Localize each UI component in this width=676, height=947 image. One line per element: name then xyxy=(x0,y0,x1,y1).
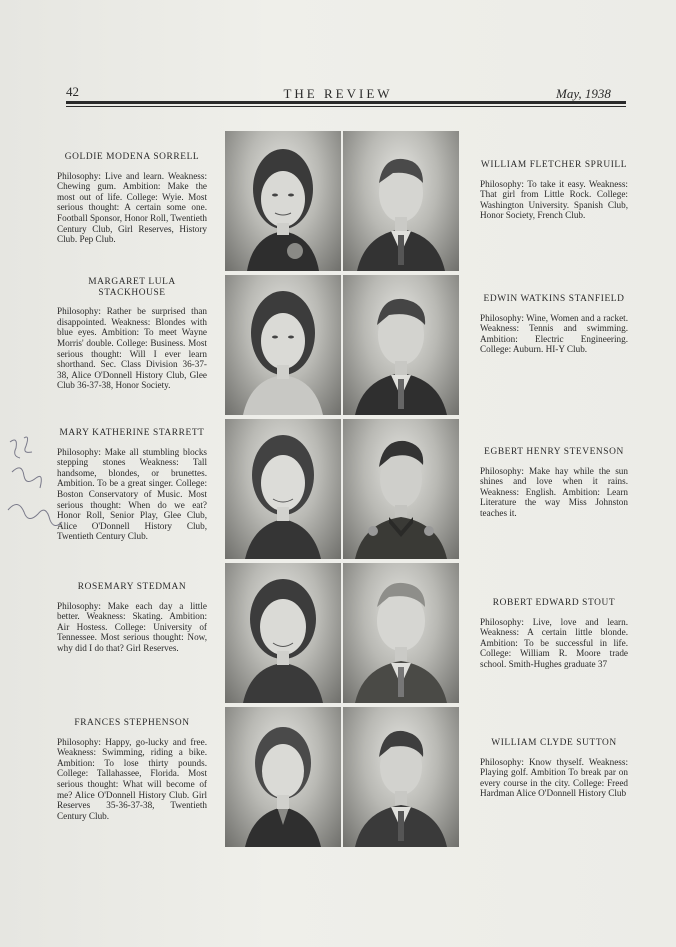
student-bio: Philosophy: Wine, Women and a racket. Weakness: Tennis and swimming. Ambition: Electric Engineering. College: Auburn. HI-Y Club. xyxy=(480,312,628,355)
student-bio: Philosophy: Live, love and learn. Weakness: A certain little blonde. Ambition: To be successful in life. College: William R. Moore trade school. Smith-Hughes graduate 37 xyxy=(480,616,628,669)
portrait-photo-stanfield xyxy=(343,275,459,415)
student-entry-stedman xyxy=(57,582,207,654)
student-bio: Philosophy: To take it easy. Weakness: That girl from Little Rock. College: Washington University. Spanish Club, Honor Society, French Club. xyxy=(480,178,628,221)
student-bio: Philosophy: Live and learn. Weakness: Chewing gum. Ambition: Make the most out of life. College: Wyie. Most serious thought: A certain some one. Football Sponsor, Honor Roll, Twentieth Century Club, Girl Reserves, History Club. Pep Club. xyxy=(57,170,207,245)
student-bio: Philosophy: Make each day a little better. Weakness: Skating. Ambition: Air Hostess. College: University of Tennessee. Most serious thought: Now, why did I do that? Girl Reserves. xyxy=(57,600,207,653)
publication-title: THE REVIEW xyxy=(283,86,393,101)
student-name: ROSEMARY STEDMAN xyxy=(77,582,187,592)
student-name: MARY KATHERINE STARRETT xyxy=(59,428,205,438)
student-bio: Philosophy: Make hay while the sun shines and love when it rains. Weakness: English. Ambition: Learn Literature the way Miss Johnston teaches it. xyxy=(480,465,628,518)
portrait-photo-spruill xyxy=(343,131,459,271)
student-entry-stanfield xyxy=(480,294,628,355)
portrait-photo-stout xyxy=(343,563,459,703)
student-name: EDWIN WATKINS STANFIELD xyxy=(483,294,625,304)
student-entry-stout xyxy=(480,598,628,670)
student-entry-sutton xyxy=(480,738,628,799)
student-name: FRANCES STEPHENSON xyxy=(74,718,190,728)
student-entry-sorrell xyxy=(57,152,207,245)
student-name: EGBERT HENRY STEVENSON xyxy=(484,447,624,457)
student-bio: Philosophy: Know thyself. Weakness: Playing golf. Ambition To break par on every course in the city. College: Freed Hardman Alice O'Donnell History Club xyxy=(480,756,628,799)
student-entry-spruill xyxy=(480,160,628,221)
portrait-photo-starrett xyxy=(225,419,341,559)
student-name: WILLIAM CLYDE SUTTON xyxy=(491,738,617,748)
student-bio: Philosophy: Happy, go-lucky and free. Weakness: Swimming, riding a bike. Ambition: To lose thirty pounds. College: Tallahassee, Florida. Most serious thought: What will become of me? Alice O'Donnell History Club. Girl Reserves 35-36-37-38, Twentieth Century Club. xyxy=(57,736,207,821)
portrait-photo-stevenson xyxy=(343,419,459,559)
issue-date: May, 1938 xyxy=(556,86,611,101)
portrait-photo-sorrell xyxy=(225,131,341,271)
student-entry-stephenson xyxy=(57,718,207,821)
student-entry-stevenson xyxy=(480,447,628,519)
portrait-photo-stackhouse xyxy=(225,275,341,415)
portrait-photo-stephenson xyxy=(225,707,341,847)
student-entry-starrett xyxy=(57,428,207,542)
header-rule-thin xyxy=(66,106,626,107)
student-name: WILLIAM FLETCHER SPRUILL xyxy=(480,160,628,170)
header-rule-thick xyxy=(66,101,626,104)
student-bio: Philosophy: Make all stumbling blocks stepping stones Weakness: Tall handsome, blondes, or brunettes. Ambition. To be a great singer. College: Boston Conservatory of Music. Most serious thought: When do we eat? Honor Roll, Senior Play, Glee Club, Alice O'Donnell History Club, Twentieth Century Club. xyxy=(57,446,207,542)
student-name: ROBERT EDWARD STOUT xyxy=(492,598,616,608)
page-number: 42 xyxy=(66,84,79,99)
portrait-photo-stedman xyxy=(225,563,341,703)
portrait-photo-sutton xyxy=(343,707,459,847)
student-name: GOLDIE MODENA SORRELL xyxy=(64,152,200,162)
student-name: MARGARET LULA STACKHOUSE xyxy=(88,277,176,298)
handwritten-margin-note xyxy=(4,432,64,542)
student-bio: Philosophy: Rather be surprised than disappointed. Weakness: Blondes with blue eyes. Ambition: To meet Wayne Morris' double. College: Business. Most serious thought: Will I ever learn shorthand. Sec. Class Division 36-37-38, Alice O'Donnell History Club, Glee Club 36-37-38, Honor Society. xyxy=(57,306,207,391)
student-entry-stackhouse xyxy=(57,277,207,391)
